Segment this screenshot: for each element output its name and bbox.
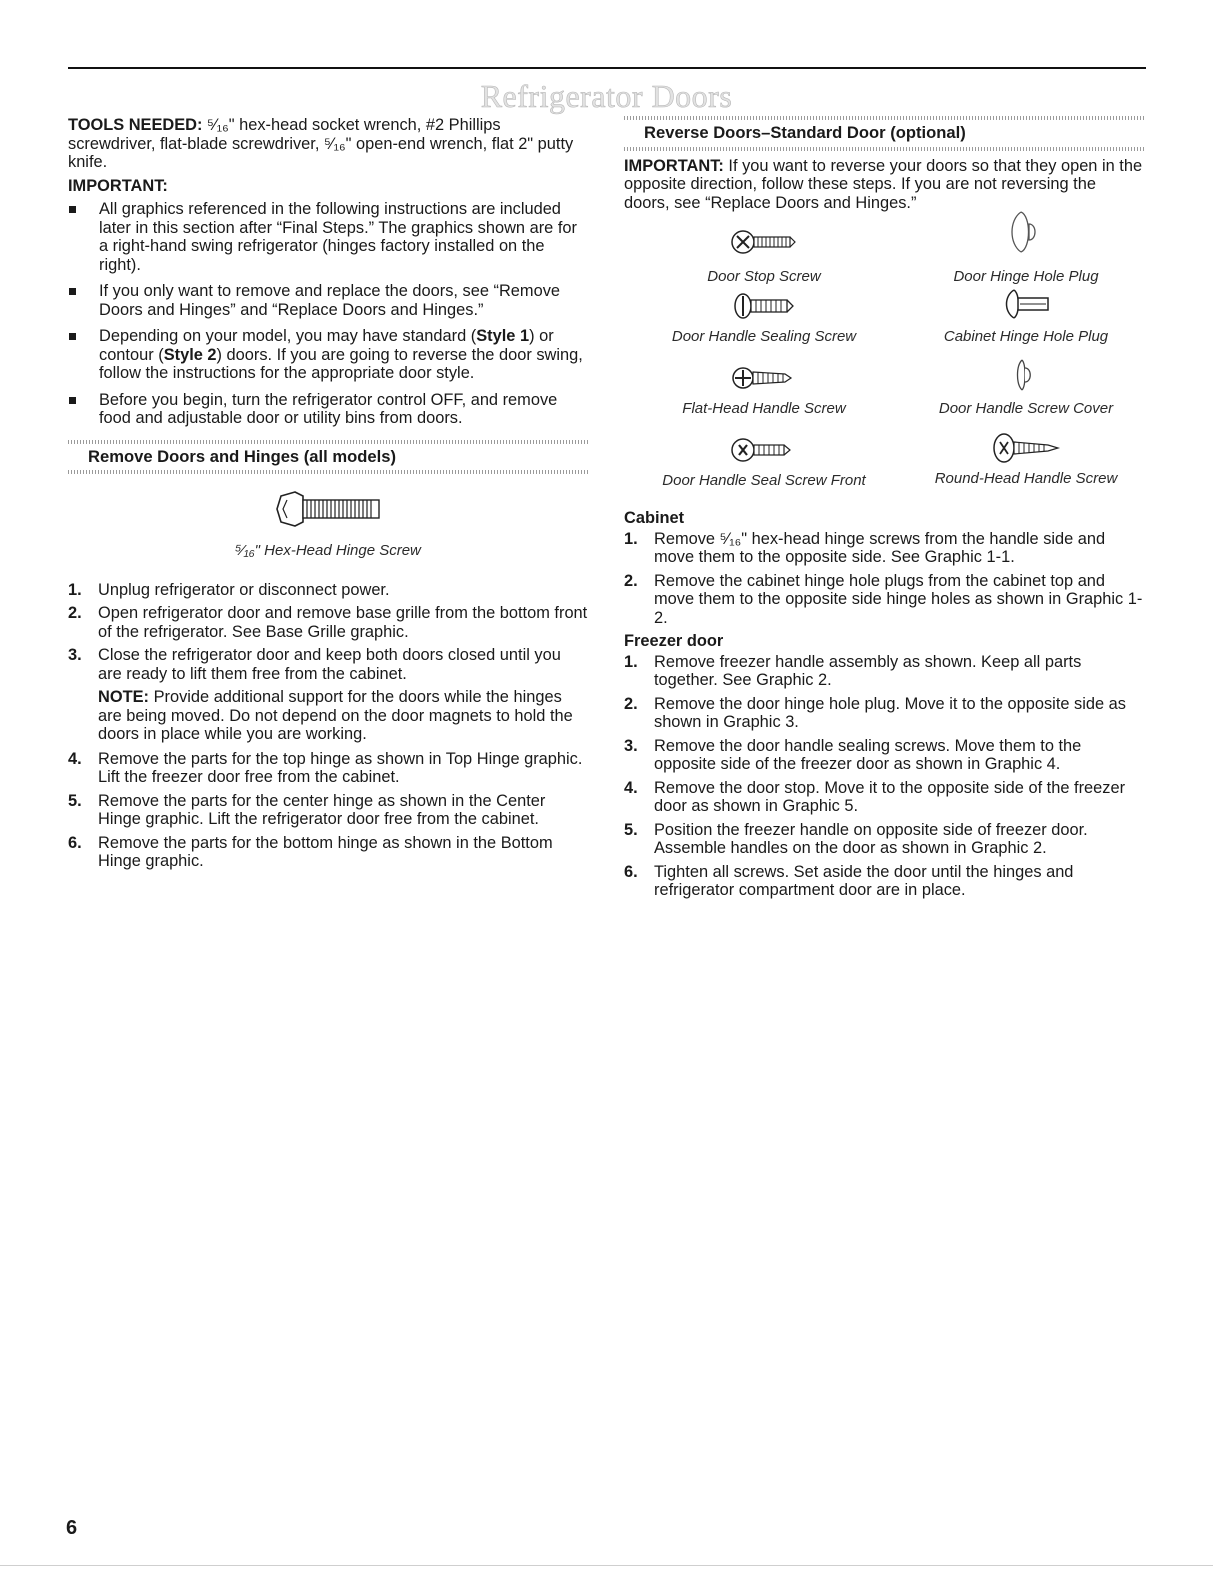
step-text: Remove the door handle sealing screws. Move them to the opposite side of the freezer door as shown in Graphic 4. (654, 736, 1082, 773)
step-item (624, 779, 1144, 816)
step-number: 1. (68, 580, 82, 599)
step-text: Remove the parts for the top hinge as shown in Top Hinge graphic. Lift the freezer door free from the cabinet. (98, 749, 583, 786)
remove-doors-steps (68, 581, 588, 684)
step-number: 4. (624, 778, 638, 797)
step-item (68, 604, 588, 641)
door-handle-screw-cover-icon (1006, 354, 1046, 396)
left-column (68, 116, 588, 876)
note-label: NOTE: (98, 688, 149, 706)
cabinet-steps (624, 530, 1144, 628)
step-number: 5. (68, 791, 82, 810)
step-item (68, 792, 588, 829)
part-door-handle-sealing-screw (634, 288, 894, 347)
door-stop-screw-icon (729, 222, 799, 262)
right-column (624, 116, 1144, 905)
door-handle-sealing-screw-icon (729, 288, 799, 324)
part-cabinet-hinge-hole-plug (896, 284, 1156, 347)
page-number: 6 (66, 1517, 78, 1539)
flat-head-handle-screw-icon (729, 360, 799, 396)
step-text: Remove the cabinet hinge hole plugs from the cabinet top and move them to the opposite side hinge holes as shown in Graphic 1-2. (654, 571, 1143, 627)
step-item (624, 653, 1144, 690)
step-text: Remove the door stop. Move it to the opposite side of the freezer door as shown in Graphic 5. (654, 778, 1126, 815)
bullet-text: ) or contour ( (99, 327, 554, 364)
tools-text: ⁵⁄₁₆" hex-head socket wrench, #2 Phillips screwdriver, flat-blade screwdriver, ⁵⁄₁₆" open-end wrench, flat 2" putty knife. (68, 116, 574, 171)
part-door-handle-screw-cover (896, 354, 1156, 419)
step-text: Unplug refrigerator or disconnect power. (98, 580, 390, 599)
hex-head-hinge-screw-figure (68, 486, 588, 561)
part-flat-head-handle-screw (634, 360, 894, 419)
bullet-item: Before you begin, turn the refrigerator control OFF, and remove food and adjustable door or utility bins from doors. (68, 391, 588, 428)
part-caption: Door Handle Screw Cover (938, 400, 1114, 417)
important-label: IMPORTANT: (68, 176, 168, 195)
important-bullets (68, 200, 588, 428)
part-caption: Door Handle Seal Screw Front (662, 472, 866, 489)
step-text: Close the refrigerator door and keep both doors closed until you are ready to lift them free from the cabinet. (98, 646, 561, 683)
freezer-door-heading: Freezer door (624, 632, 724, 650)
step-text: Open refrigerator door and remove base grille from the bottom front of the refrigerator. See Base Grille graphic. (98, 604, 588, 641)
hex-head-hinge-screw-caption: ⁵⁄₁₆" Hex-Head Hinge Screw (235, 542, 421, 559)
bottom-rule (0, 1565, 1213, 1566)
cabinet-heading: Cabinet (624, 509, 685, 527)
step-number: 3. (68, 646, 82, 664)
step-item (68, 646, 588, 683)
step-text: Remove the door hinge hole plug. Move it to the opposite side as shown in Graphic 3. (654, 694, 1126, 731)
bullet-item: If you only want to remove and replace the doors, see “Remove Doors and Hinges” and “Replace Doors and Hinges.” (68, 282, 588, 319)
step-item (68, 834, 588, 871)
step-number: 6. (68, 833, 82, 852)
step-item (624, 572, 1144, 628)
step-number: 1. (624, 529, 638, 548)
step-number: 4. (68, 749, 82, 768)
step-item (68, 750, 588, 787)
style-1-label: Style 1 (476, 327, 530, 345)
step-number: 2. (624, 571, 638, 590)
step-text: Position the freezer handle on opposite side of freezer door. Assemble handles on the door as shown in Graphic 2. (654, 820, 1088, 857)
step-item (624, 530, 1144, 567)
part-caption: Cabinet Hinge Hole Plug (943, 328, 1109, 345)
remove-doors-steps-cont (68, 750, 588, 871)
page-title: Refrigerator Doors (480, 78, 733, 114)
bullet-text: ) doors. If you are going to reverse the door swing, follow the instructions for the appropriate door style. (99, 345, 583, 382)
step-item (624, 737, 1144, 774)
step-number: 1. (624, 652, 638, 671)
round-head-handle-screw-icon (986, 428, 1066, 468)
step-text: Remove the parts for the center hinge as shown in the Center Hinge graphic. Lift the refrigerator door free from the cabinet. (98, 791, 546, 828)
bullet-item: All graphics referenced in the following instructions are included later in this section after “Final Steps.” The graphics shown are for a right-hand swing refrigerator (hinges factory installed on the right). (68, 200, 588, 274)
door-hinge-hole-plug-icon (1001, 202, 1051, 262)
step-item (624, 695, 1144, 732)
step-item (68, 581, 588, 600)
step-item (624, 821, 1144, 858)
step-number: 6. (624, 862, 638, 881)
freezer-door-steps (624, 653, 1144, 900)
part-door-hinge-hole-plug (896, 202, 1156, 287)
step-text: Remove the parts for the bottom hinge as shown in the Bottom Hinge graphic. (98, 833, 553, 870)
bullet-item (68, 327, 588, 383)
part-caption: Door Hinge Hole Plug (953, 268, 1099, 285)
top-rule (68, 67, 1146, 69)
step-number: 2. (68, 604, 82, 622)
part-caption: Door Handle Sealing Screw (671, 328, 857, 345)
part-caption: Round-Head Handle Screw (934, 470, 1118, 487)
door-handle-seal-screw-front-icon (729, 432, 799, 468)
step-number: 5. (624, 820, 638, 839)
step-number: 2. (624, 694, 638, 713)
important-text: If you want to reverse your doors so that they open in the opposite direction, follow these steps. If you are not reversing the doors, see “Replace Doors and Hinges.” (624, 156, 1143, 212)
part-caption: Flat-Head Handle Screw (682, 400, 846, 417)
section-heading-remove-doors: Remove Doors and Hinges (all models) (68, 440, 588, 475)
style-2-label: Style 2 (163, 345, 217, 364)
step-text: Remove freezer handle assembly as shown. Keep all parts together. See Graphic 2. (654, 652, 1082, 689)
note-text: Provide additional support for the doors while the hinges are being moved. Do not depend on the door magnets to hold the doors in place while you are working. (98, 688, 573, 743)
part-caption: Door Stop Screw (707, 268, 821, 285)
step-number: 3. (624, 736, 638, 755)
hex-head-hinge-screw-icon (273, 486, 383, 532)
parts-grid (624, 222, 1144, 507)
important-label: IMPORTANT: (624, 156, 724, 175)
tools-label: TOOLS NEEDED: (68, 116, 203, 134)
cabinet-hinge-hole-plug-icon (996, 284, 1056, 324)
step-text: Tighten all screws. Set aside the door until the hinges and refrigerator compartment door are in place. (654, 862, 1074, 899)
bullet-text: Depending on your model, you may have standard ( (99, 327, 477, 345)
step-item (624, 863, 1144, 900)
step-text: Remove ⁵⁄₁₆" hex-head hinge screws from the handle side and move them to the opposite side. See Graphic 1-1. (654, 529, 1106, 566)
part-round-head-handle-screw (896, 428, 1156, 489)
part-door-stop-screw (634, 222, 894, 287)
note (98, 688, 588, 744)
tools-needed (68, 116, 588, 172)
section-heading-reverse-doors: Reverse Doors–Standard Door (optional) (624, 116, 1144, 151)
part-door-handle-seal-screw-front (634, 432, 894, 491)
